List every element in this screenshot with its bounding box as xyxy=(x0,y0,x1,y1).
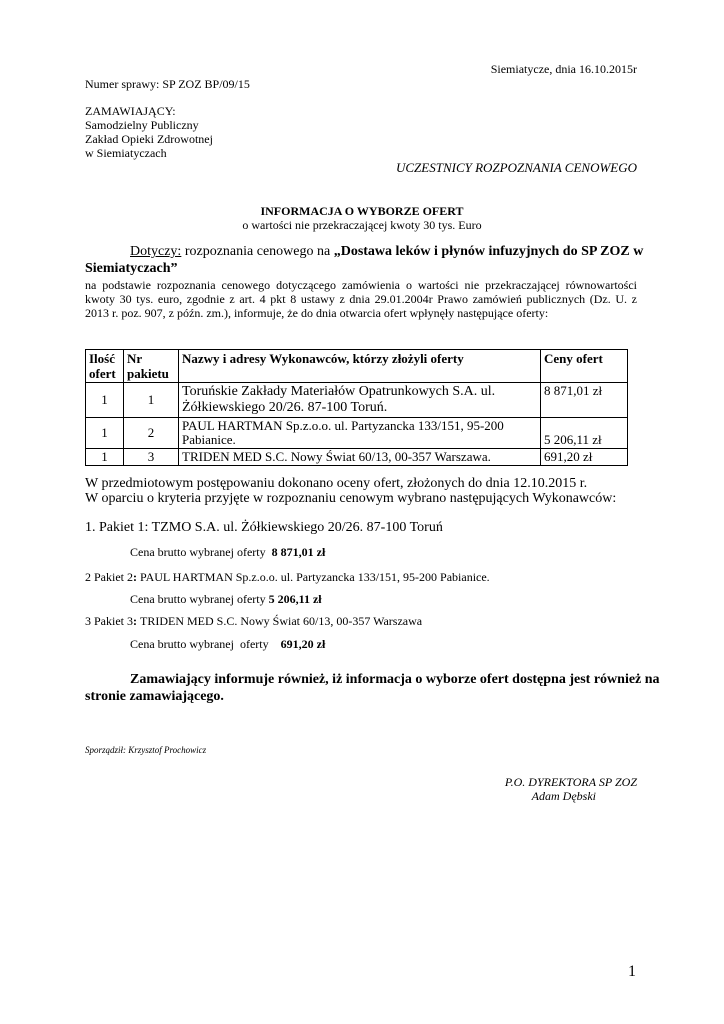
orderer-label: ZAMAWIAJĄCY: xyxy=(85,104,176,118)
table-header-row xyxy=(86,350,628,383)
orderer-line: Zakład Opieki Zdrowotnej xyxy=(85,132,213,146)
subject-intro: rozpoznania cenowego na xyxy=(181,244,334,259)
subject-label: Dotyczy: xyxy=(130,244,182,259)
cell-contractor: PAUL HARTMAN Sp.z.o.o. ul. Partyzancka 133/151, 95-200 Pabianice. xyxy=(179,418,541,449)
table-row xyxy=(86,383,628,418)
evaluation-line: W oparciu o kryteria przyjęte w rozpoznaniu cenowym wybrano następujących Wykonawców: xyxy=(85,491,617,506)
header-count: Ilość ofert xyxy=(86,350,124,383)
cell-package: 1 xyxy=(124,383,179,418)
contractor-name: TZMO S.A. ul. Żółkiewskiego 20/26. 87-100 Toruń xyxy=(151,520,443,535)
table-row xyxy=(86,418,628,449)
price-label: Cena brutto wybranej oferty xyxy=(130,637,272,651)
package-number: 2 Pakiet 2 xyxy=(85,570,133,584)
orderer-line: w Siemiatyczach xyxy=(85,146,167,160)
selected-package: 2 Pakiet 2: PAUL HARTMAN Sp.z.o.o. ul. Partyzancka 133/151, 95-200 Pabianice. xyxy=(85,570,490,584)
cell-contractor: Toruńskie Zakłady Materiałów Opatrunkowych S.A. ul. Żółkiewskiego 20/26. 87-100 Toruń. xyxy=(179,383,541,418)
cell-package: 2 xyxy=(124,418,179,449)
selected-price-line xyxy=(130,637,325,651)
contractor-name: TRIDEN MED S.C. Nowy Świat 60/13, 00-357 Warszawa xyxy=(140,614,423,628)
evaluation-line: W przedmiotowym postępowaniu dokonano oceny ofert, złożonych do dnia 12.10.2015 r. xyxy=(85,476,588,491)
subject-body-line: 2013 r. poz. 907, z późn. zm.), informuje, że do dnia otwarcia ofert wpłynęły następujące oferty: xyxy=(85,306,549,320)
selected-package: 3 Pakiet 3: TRIDEN MED S.C. Nowy Świat 60/13, 00-357 Warszawa xyxy=(85,614,423,628)
prepared-by: Sporządził: Krzysztof Prochowicz xyxy=(85,745,207,755)
notice-line: Zamawiający informuje również, iż informacja o wyborze ofert dostępna jest również na xyxy=(130,672,660,687)
notice-line: stronie zamawiającego. xyxy=(85,689,224,704)
price-value: 8 871,01 zł xyxy=(268,545,326,559)
selected-price-line xyxy=(130,592,322,606)
cell-count: 1 xyxy=(86,418,124,449)
header-package: Nr pakietu xyxy=(124,350,179,383)
header-price: Ceny ofert xyxy=(541,350,628,383)
cell-count: 1 xyxy=(86,383,124,418)
cell-price: 8 871,01 zł xyxy=(541,383,628,418)
table-row xyxy=(86,449,628,466)
recipients: UCZESTNICY ROZPOZNANIA CENOWEGO xyxy=(395,160,637,175)
subject-title: „Dostawa leków i płynów infuzyjnych do SP ZOZ w xyxy=(333,244,644,259)
signature-role: P.O. DYREKTORA SP ZOZ xyxy=(504,775,637,789)
selected-price-line xyxy=(130,545,325,559)
price-value: 5 206,11 zł xyxy=(268,592,322,606)
case-number: Numer sprawy: SP ZOZ BP/09/15 xyxy=(85,77,250,91)
cell-price: 691,20 zł xyxy=(541,449,628,466)
cell-price: 5 206,11 zł xyxy=(541,418,628,449)
document-title: INFORMACJA O WYBORZE OFERT xyxy=(260,204,464,218)
price-label: Cena brutto wybranej oferty xyxy=(130,592,269,606)
offers-table xyxy=(85,349,628,466)
orderer-line: Samodzielny Publiczny xyxy=(85,118,199,132)
selected-package: 1. Pakiet 1: TZMO S.A. ul. Żółkiewskiego 20/26. 87-100 Toruń xyxy=(85,520,443,535)
price-value: 691,20 zł xyxy=(271,637,326,651)
header-contractor: Nazwy i adresy Wykonawców, którzy złożyli oferty xyxy=(179,350,541,383)
subject-body-line: na podstawie rozpoznania cenowego dotyczącego zamówienia o wartości nie przekraczającej równowartości xyxy=(85,278,637,292)
subject-title-cont: Siemiatyczach” xyxy=(85,261,178,276)
price-label: Cena brutto wybranej oferty xyxy=(130,545,269,559)
place-date: Siemiatycze, dnia 16.10.2015r xyxy=(490,62,637,76)
cell-count: 1 xyxy=(86,449,124,466)
document-subtitle: o wartości nie przekraczającej kwoty 30 tys. Euro xyxy=(242,218,482,232)
cell-package: 3 xyxy=(124,449,179,466)
page-number: 1 xyxy=(628,963,636,980)
subject-line xyxy=(85,244,644,260)
cell-contractor: TRIDEN MED S.C. Nowy Świat 60/13, 00-357 Warszawa. xyxy=(179,449,541,466)
contractor-name: PAUL HARTMAN Sp.z.o.o. ul. Partyzancka 133/151, 95-200 Pabianice. xyxy=(140,570,490,584)
package-number: 3 Pakiet 3 xyxy=(85,614,133,628)
signature-name: Adam Dębski xyxy=(531,789,596,803)
subject-body-line: kwoty 30 tys. euro, zgodnie z art. 4 pkt 8 ustawy z dnia 29.01.2004r Prawo zamówień publicznych (Dz. U. z xyxy=(85,292,637,306)
package-number: 1. Pakiet 1 xyxy=(85,520,145,535)
